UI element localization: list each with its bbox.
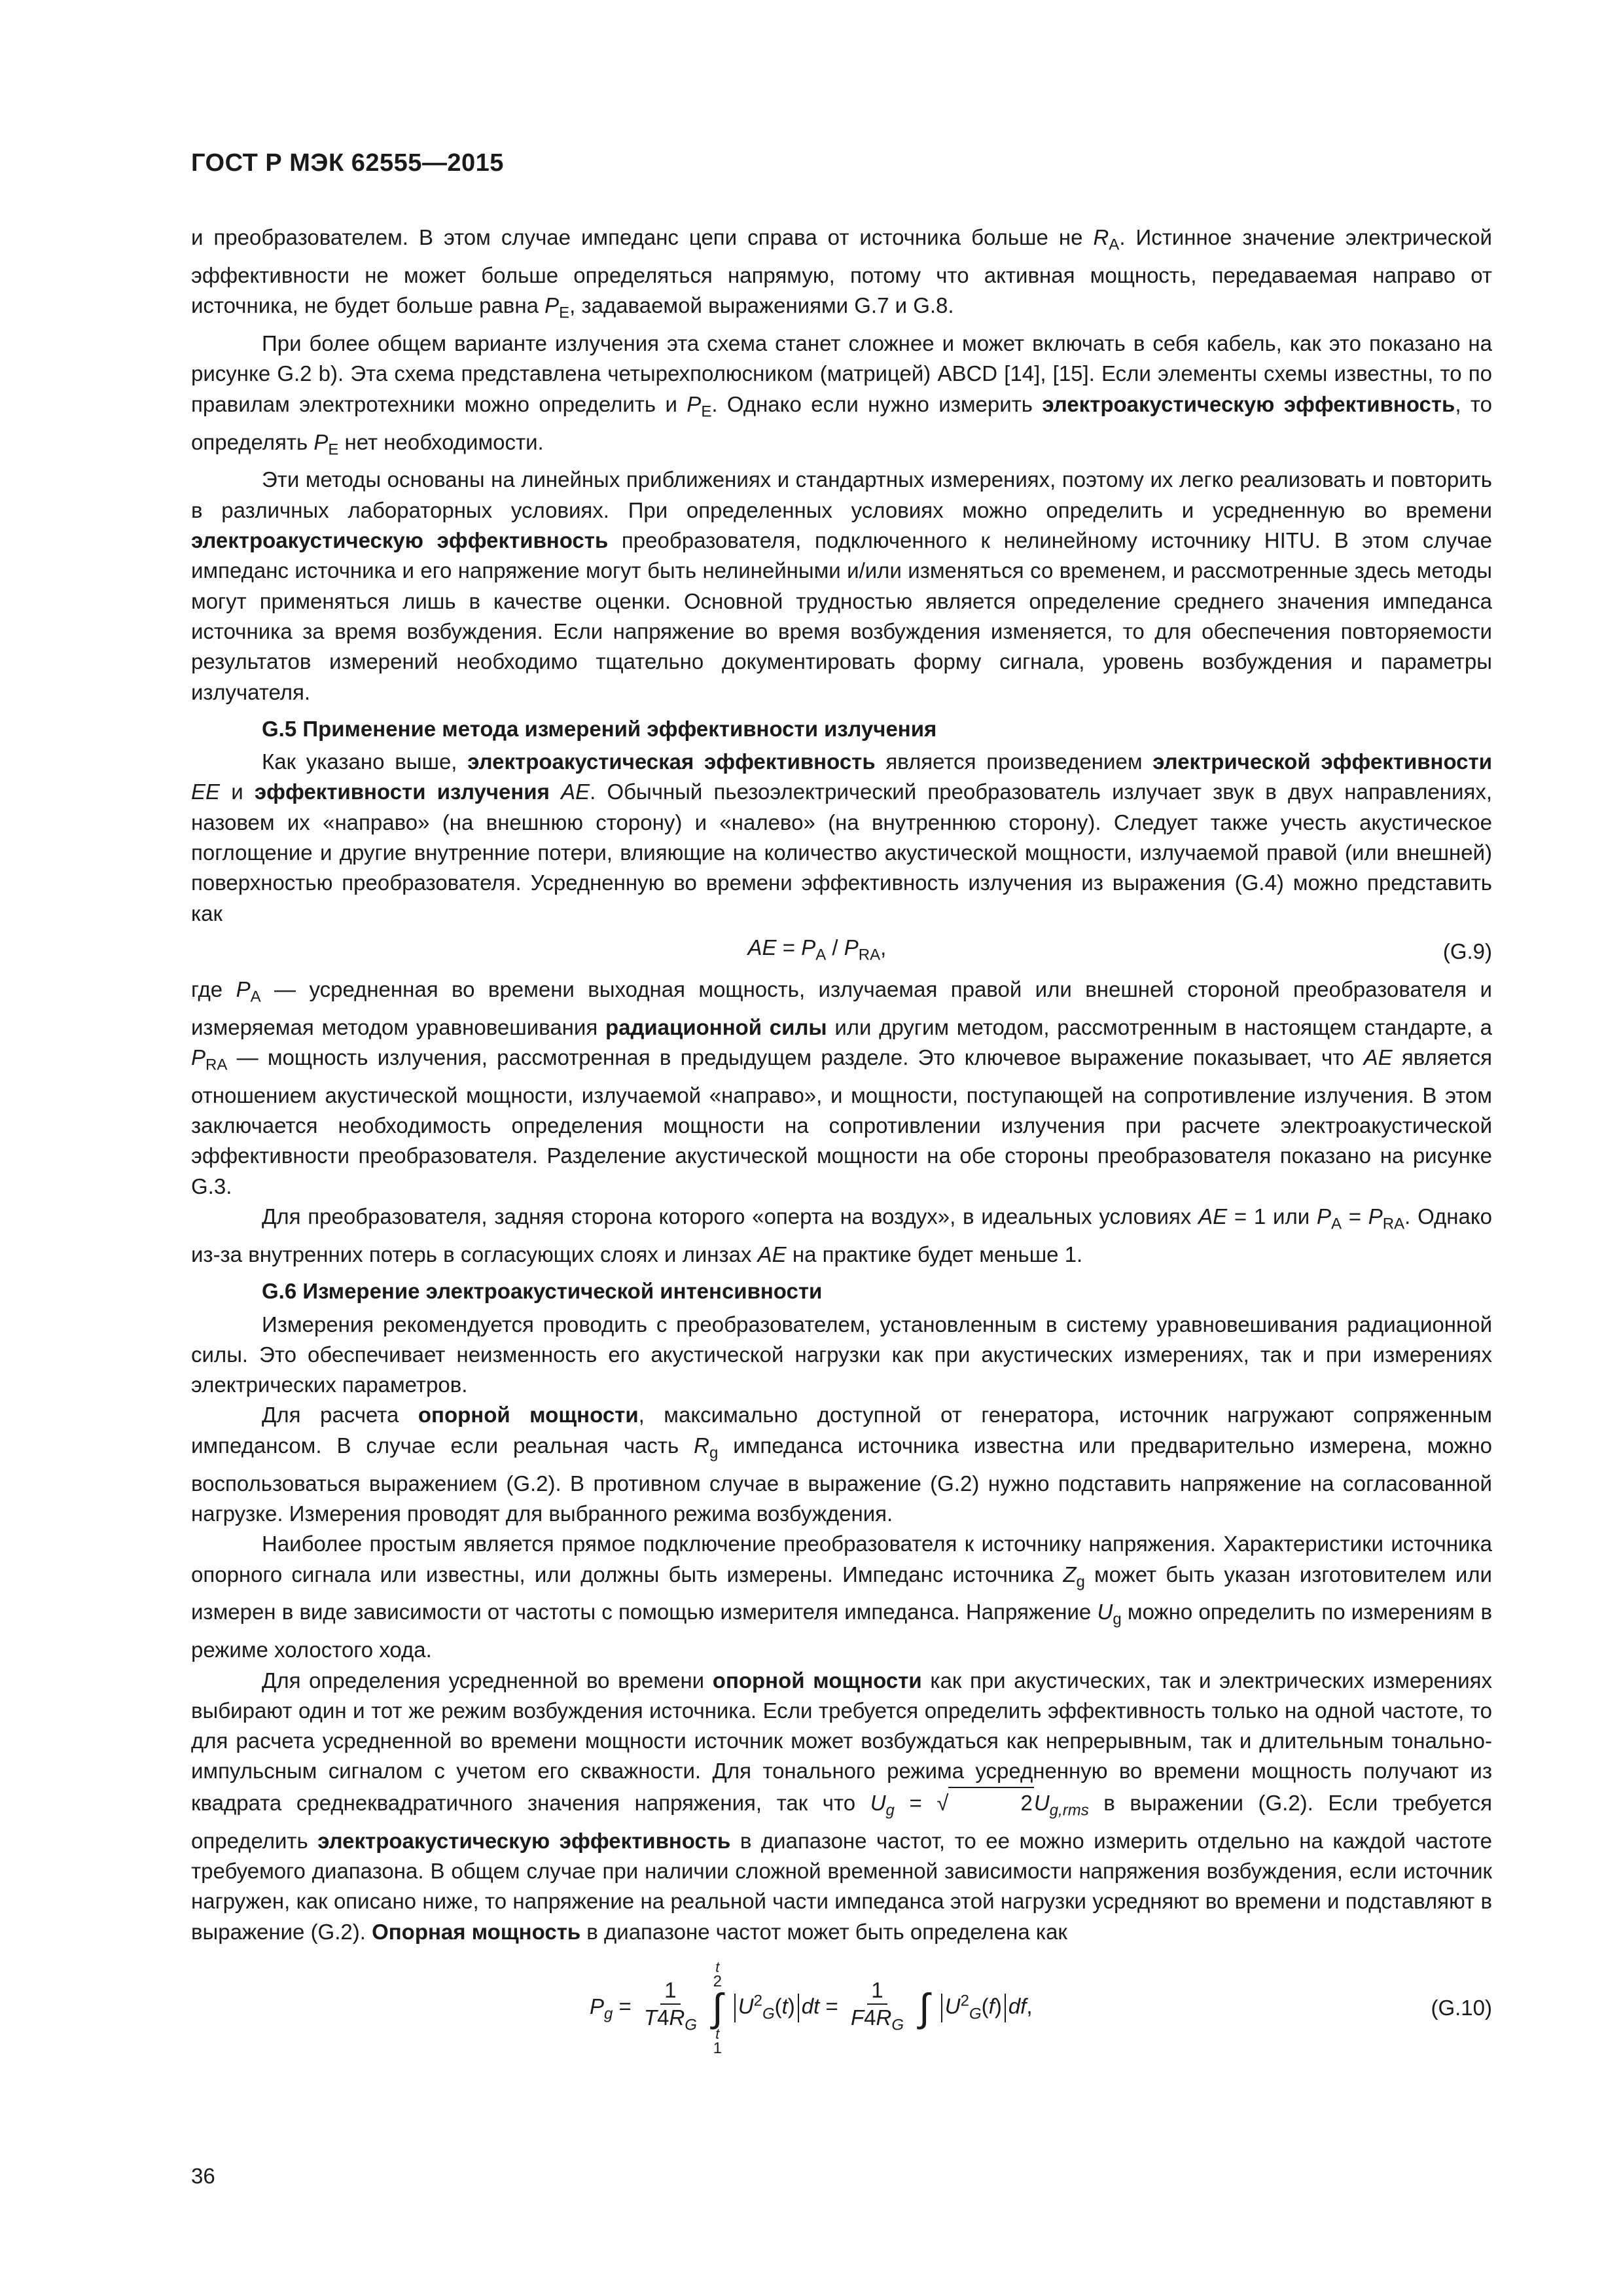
equation-g9-body: AE = $P_A / P_{RA}$, bbox=[747, 935, 887, 964]
equation-number: (G.10) bbox=[1431, 1995, 1492, 2020]
equation-number: (G.9) bbox=[1442, 939, 1492, 963]
section-heading-g6: G.6 Измерение электроакустической интенсивности bbox=[262, 1279, 823, 1304]
document-body bbox=[191, 223, 1492, 2062]
paragraph: Для определения усредненной во времени опорной мощности как при акустических, так и электрических измерениях выбирают один и тот же режим возбуждения источника. Если требуется определить эффективность только на одной частоте, то для расчета усредненной во времени мощности источник может возбуждаться как непрерывным, так и длительным тонально-импульсным сигналом с учетом его скважности. Для тонального режима усредненную во времени мощность получают из квадрата среднеквадратичного значения напряжения, так что $U_g$ = √ $2U_{g,rms}$ в выражении (G.2). Если требуется определить электроакустическую эффективность в диапазоне частот, то ее можно измерить отдельно на каждой частоте требуемого диапазона. В общем случае при наличии сложной временной зависимости напряжения возбуждения, если источник нагружен, как описано ниже, то напряжение на реальной части импеданса этой нагрузки усредняют во времени и подставляют в выражение (G.2). Опорная мощность в диапазоне частот может быть определена как bbox=[191, 1668, 1493, 1944]
paragraph: и преобразователем. В этом случае импеданс цепи справа от источника больше не $R_A$. Истинное значение электрической эффективности не может больше определяться напрямую, потому что активная мощность, передаваемая направо от источника, не будет больше равна $P_E$, задаваемой выражениями G.7 и G.8. bbox=[191, 225, 1492, 322]
document-header: ГОСТ Р МЭК 62555—2015 bbox=[191, 149, 504, 177]
paragraph: Эти методы основаны на линейных приближениях и стандартных измерениях, поэтому их легко реализовать и повторить в различных лабораторных условиях. При определенных условиях можно определить и усредненную во времени электроакустическую эффективность преобразователя, подключенного к нелинейному источнику HITU. В этом случае импеданс источника и его напряжение могут быть нелинейными и/или изменяться со временем, и рассмотренные здесь методы могут применяться лишь в качестве оценки. Основной трудностью является определение среднего значения импеданса источника за время возбуждения. Если напряжение во время возбуждения изменяется, то для обеспечения повторяемости результатов измерений необходимо тщательно документировать форму сигнала, уровень возбуждения и параметры излучателя. bbox=[191, 467, 1493, 704]
paragraph: Для расчета опорной мощности, максимально доступной от генератора, источник нагружают сопряженным импедансом. В случае если реальная часть $R_g$ импеданса источника известна или предварительно измерена, можно воспользоваться выражением (G.2). В противном случае в выражение (G.2) нужно подставить напряжение на согласованной нагрузке. Измерения проводят для выбранного режима возбуждения. bbox=[191, 1403, 1493, 1526]
integral-symbol: ∫ bbox=[919, 1985, 930, 2030]
equation-g10-body: $P_g$ = $\frac{1}{T4R_G}$ t 2 ∫ t 1 $U^2_G(t)$ dt = $\frac{1}{F4R_G}$ ∫ $U^2_G(f)$ df, bbox=[589, 1958, 1033, 2057]
page-number: 36 bbox=[191, 2164, 215, 2188]
paragraph: Измерения рекомендуется проводить с преобразователем, установленным в систему уравновешивания радиационной силы. Это обеспечивает неизменность его акустической нагрузки как при акустических измерениях, так и при измерениях электрических параметров. bbox=[191, 1312, 1492, 1397]
equation-g10 bbox=[191, 1959, 1492, 2057]
fraction: $\frac{1}{F4R_G}$ bbox=[850, 1978, 904, 2034]
equation-g9 bbox=[191, 933, 1492, 971]
paragraph: Для преобразователя, задняя сторона которого «оперта на воздух», в идеальных условиях AE = 1 или $P_A = P_{RA}$. Однако из-за внутренних потерь в согласующих слоях и линзах AE на практике будет меньше 1. bbox=[191, 1204, 1493, 1266]
paragraph: При более общем варианте излучения эта схема станет сложнее и может включать в себя кабель, как это показано на рисунке G.2 b). Эта схема представлена четырехполюсником (матрицей) ABCD [14], [15]. Если элементы схемы известны, то по правилам электротехники можно определить и $P_E$. Однако если нужно измерить электроакустическую эффективность, то определять $P_E$ нет необходимости. bbox=[191, 331, 1492, 459]
paragraph: где $P_A$ — усредненная во времени выходная мощность, излучаемая правой или внешней стороной преобразователя и измеряемая методом уравновешивания радиационной силы или другим методом, рассмотренным в настоящем стандарте, а $P_{RA}$ — мощность излучения, рассмотренная в предыдущем разделе. Это ключевое выражение показывает, что AE является отношением акустической мощности, излучаемой «направо», и мощности, поступающей на сопротивление излучения. В этом заключается необходимость определения мощности на сопротивлении излучения при расчете электроакустической эффективности преобразователя. Разделение акустической мощности на обе стороны преобразователя показано на рисунке G.3. bbox=[191, 977, 1493, 1198]
fraction: $\frac{1}{T4R_G}$ bbox=[643, 1978, 697, 2034]
section-heading-g5: G.5 Применение метода измерений эффективности излучения bbox=[262, 716, 937, 741]
paragraph: Наиболее простым является прямое подключение преобразователя к источнику напряжения. Характеристики источника опорного сигнала или известны, или должны быть измерены. Импеданс источника $Z_g$ может быть указан изготовителем или измерен в виде зависимости от частоты с помощью измерителя импеданса. Напряжение $U_g$ можно определить по измерениям в режиме холостого хода. bbox=[191, 1532, 1492, 1662]
integral-symbol: t 2 ∫ t 1 bbox=[712, 1958, 723, 2057]
paragraph: Как указано выше, электроакустическая эффективность является произведением электрической эффективности EE и эффективности излучения AE. Обычный пьезоэлектрический преобразователь излучает звук в двух направлениях, назовем их «направо» (на внешнюю сторону) и «налево» (на внутреннюю сторону). Следует также учесть акустическое поглощение и другие внутренние потери, влияющие на количество акустической мощности, излучаемой правой (или внешней) поверхностью преобразователя. Усредненную во времени эффективность излучения из выражения (G.4) можно представить как bbox=[191, 749, 1492, 925]
